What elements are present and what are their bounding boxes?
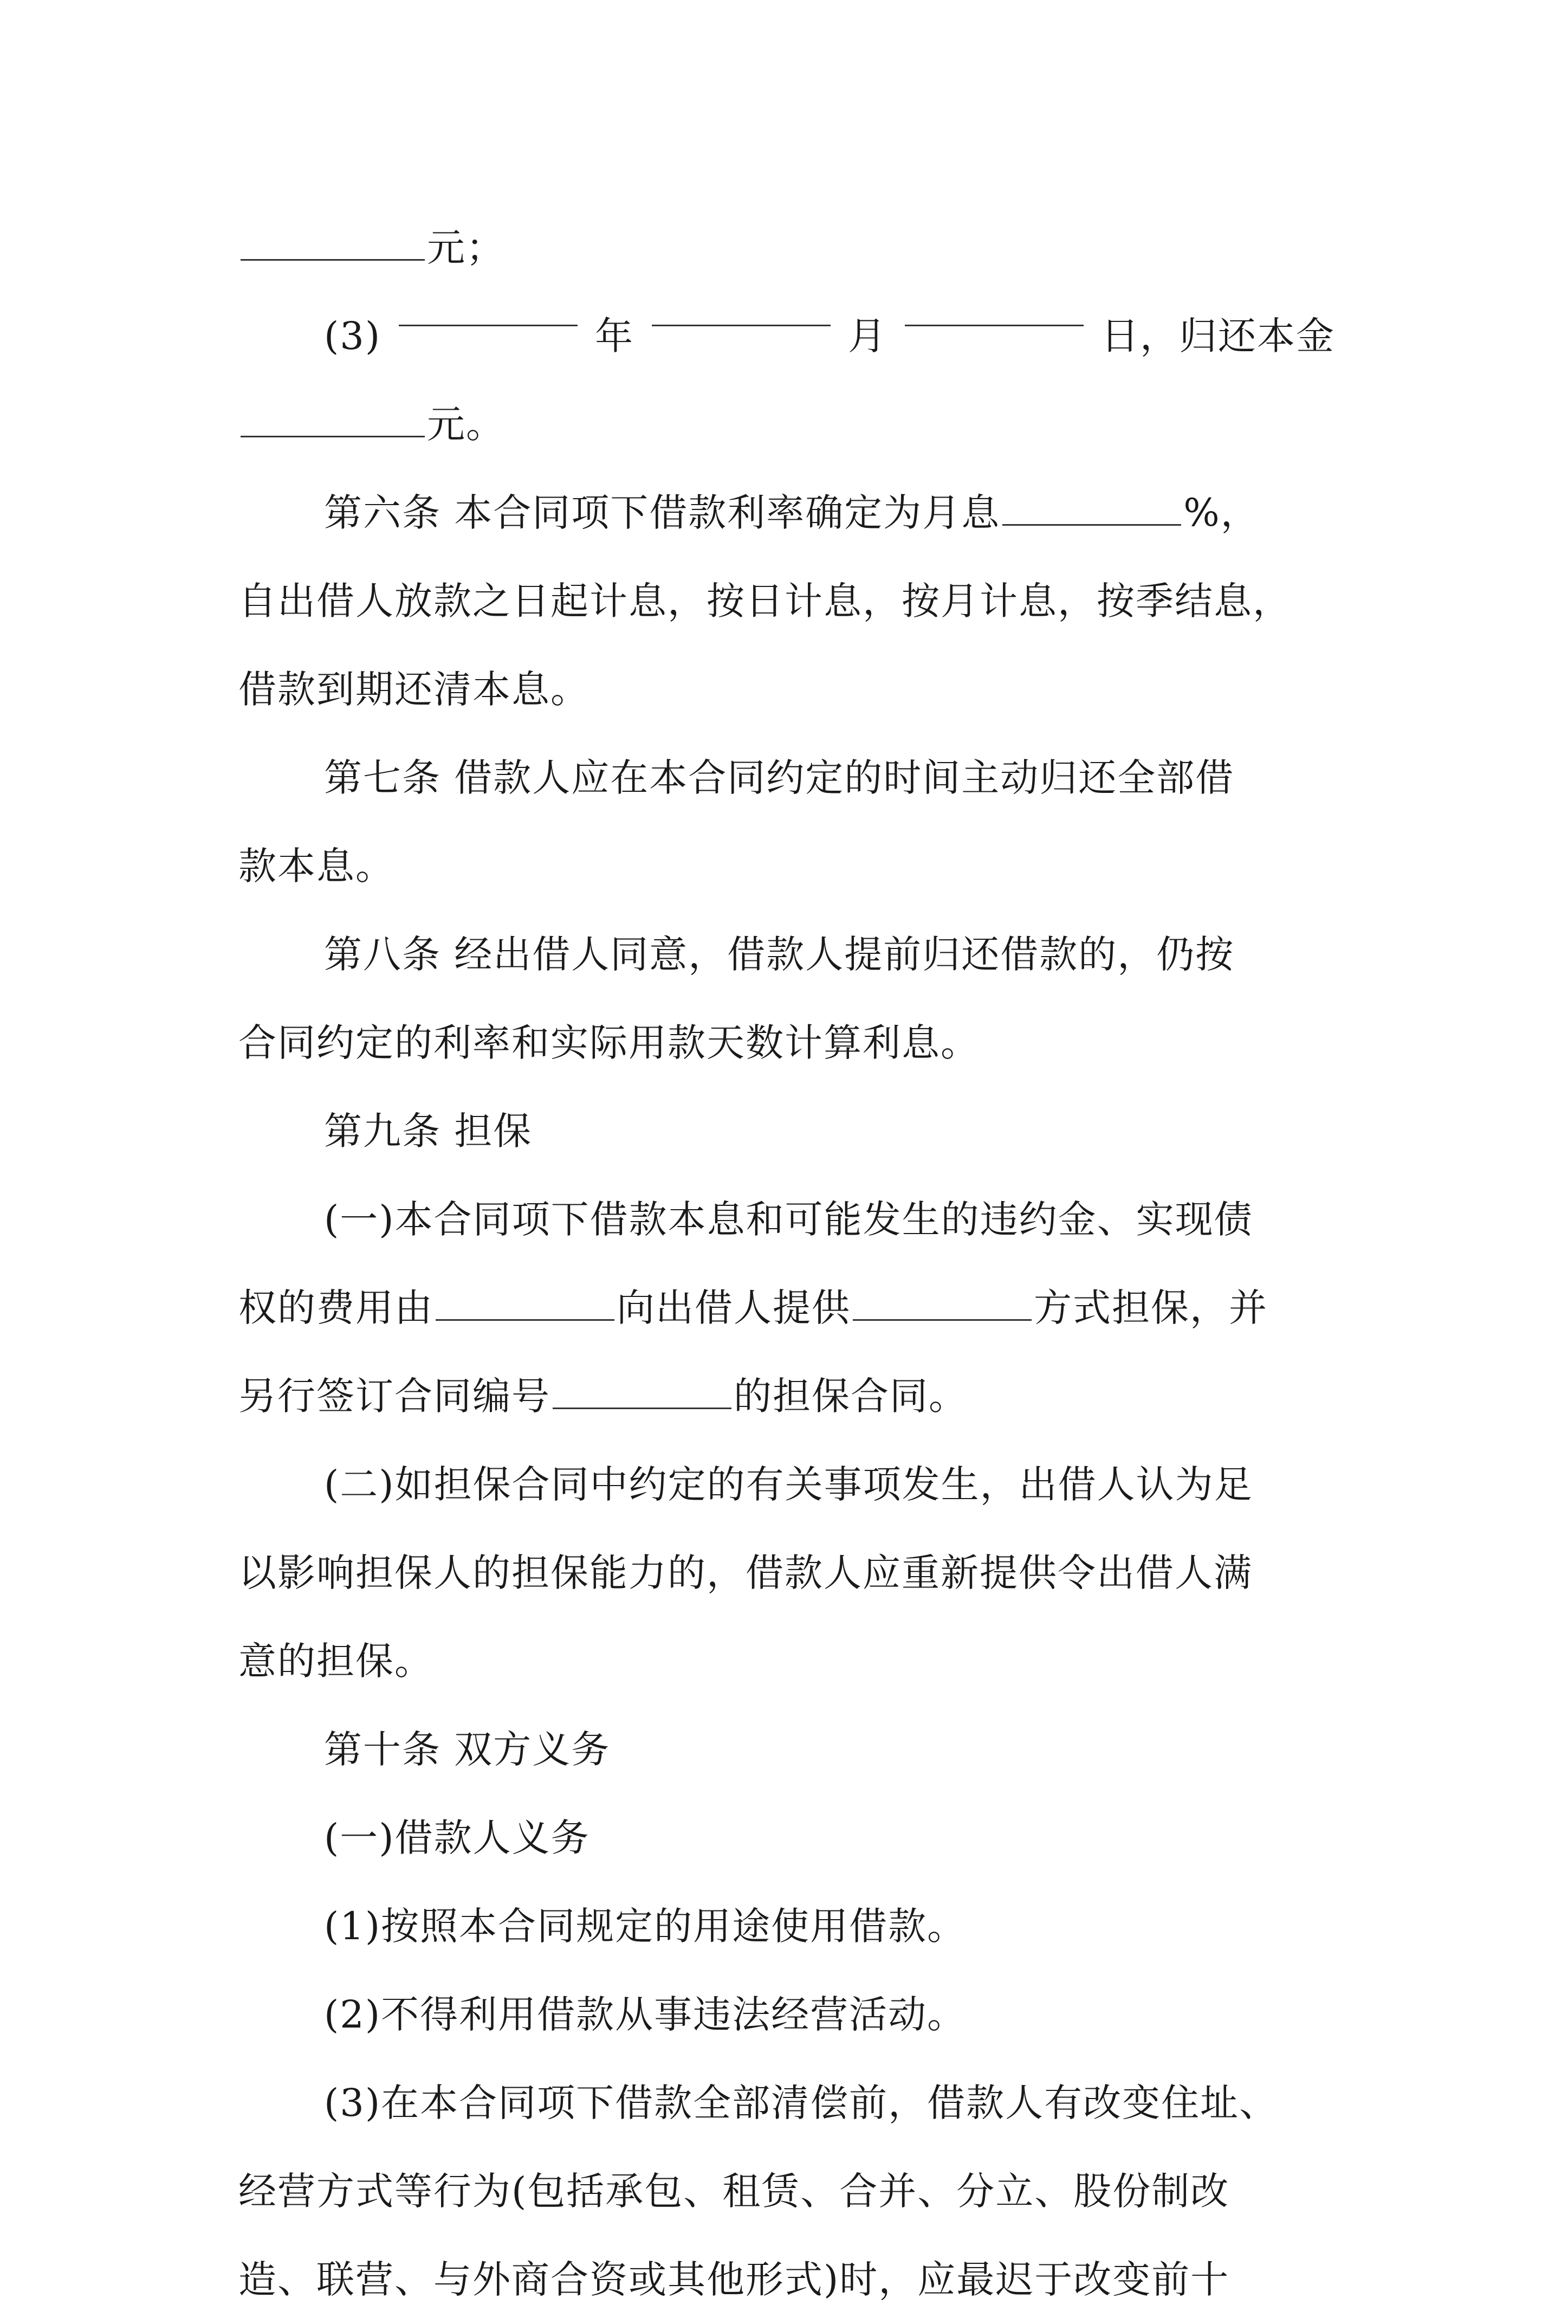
article-8: 第八条 经出借人同意，借款人提前归还借款的，仍按 合同约定的利率和实际用款天数计算利息。	[238, 932, 1235, 1065]
blank-field	[853, 1287, 1032, 1321]
blank-field	[436, 1287, 614, 1321]
repayment-item-2-tail: 元；	[238, 204, 1335, 292]
blank-field	[652, 292, 831, 326]
article-10: 第十条 双方义务 (一)借款人义务 (1)按照本合同规定的用途使用借款。 (2)不得利用借款从事违法经营活动。 (3)在本合同项下借款全部清偿前，借款人有改变住址、 经营方式等行为(包括承包、租赁、合并、分立、股份制改 造、联营、与外商合资或其他形式)时，应最迟于改变前十	[238, 1706, 1335, 2324]
article-9-title: 第九条 担保	[324, 1109, 533, 1153]
article-10-title: 第十条 双方义务	[324, 1727, 611, 1772]
article-7: 第七条 借款人应在本合同约定的时间主动归还全部借 款本息。	[238, 756, 1235, 888]
blank-field	[241, 227, 425, 261]
article-6: 第六条 本合同项下借款利率确定为月息 %， 自出借人放款之日起计息，按日计息，按月计息，按季结息， 借款到期还清本息。	[238, 490, 1292, 712]
blank-field	[399, 292, 578, 326]
blank-field	[1002, 492, 1181, 526]
repayment-item-3: (3) 年 月 日，归还本金 元。	[238, 292, 1335, 469]
blank-field	[553, 1375, 731, 1409]
article-9: 第九条 担保 (一)本合同项下借款本息和可能发生的违约金、实现债 权的费用由 向出借人提供 方式担保，并 另行签订合同编号 的担保合同。 (二)如担保合同中约定的有关事项发生，出借人认为足 以影响担保人的担保能力的，借款人应重新提供令出借人满 意的担保。	[238, 1087, 1335, 1706]
document-body	[238, 204, 1335, 2324]
blank-field	[241, 403, 425, 437]
blank-field	[905, 292, 1084, 326]
